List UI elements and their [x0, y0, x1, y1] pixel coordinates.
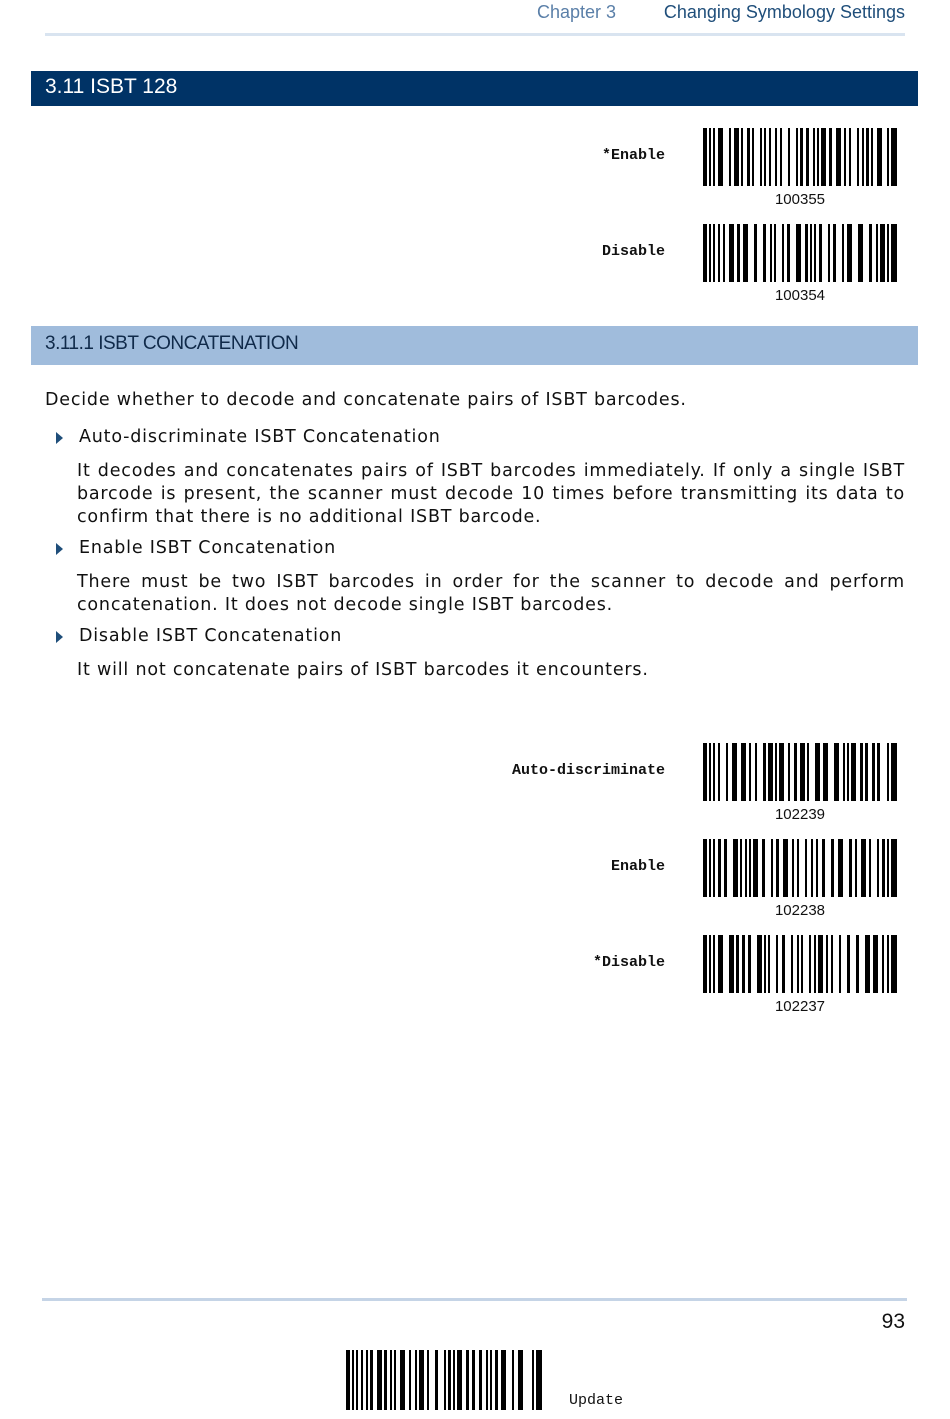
option-concat-enable-label: Enable — [610, 858, 665, 875]
item-disable-desc: It will not concatenate pairs of ISBT barcodes it encounters. — [77, 660, 649, 680]
update-label: Update — [569, 1392, 624, 1409]
subsection-title: 3.11.1 ISBT CONCATENATION — [45, 333, 299, 354]
barcode-concat-disable[interactable] — [703, 935, 897, 993]
bullet-arrow-icon — [53, 430, 65, 446]
barcode-auto[interactable] — [703, 743, 897, 801]
barcode-concat-enable-number: 102238 — [774, 902, 826, 919]
chapter-label: Chapter 3 — [537, 2, 617, 22]
page-number: 93 — [881, 1310, 905, 1333]
item-enable-desc: There must be two ISBT barcodes in order for the scanner to decode and perform concatenation. It does not decode single ISBT barcodes. — [77, 572, 905, 615]
subsection-heading-bar — [31, 326, 918, 365]
bullet-arrow-icon — [53, 541, 65, 557]
footer-divider — [42, 1298, 907, 1301]
barcode-auto-number: 102239 — [774, 806, 826, 823]
section-title: 3.11 ISBT 128 — [45, 75, 178, 98]
barcode-concat-disable-number: 102237 — [774, 998, 826, 1015]
barcode-update[interactable] — [346, 1350, 542, 1410]
item-auto-title: Auto-discriminate ISBT Concatenation — [79, 427, 441, 447]
item-auto-desc: It decodes and concatenates pairs of ISBT barcodes immediately. If only a single ISBT barcode is present, the scanner must decode 10 times before transmitting its data to confirm that there is no additional ISBT barcode. — [77, 461, 905, 527]
item-disable-title: Disable ISBT Concatenation — [79, 626, 343, 646]
barcode-enable[interactable] — [703, 128, 897, 186]
option-enable-label: *Enable — [601, 147, 665, 164]
item-enable-title: Enable ISBT Concatenation — [79, 538, 337, 558]
bullet-arrow-icon — [53, 629, 65, 645]
option-auto-label: Auto-discriminate — [511, 762, 665, 779]
intro-text: Decide whether to decode and concatenate pairs of ISBT barcodes. — [45, 390, 687, 410]
barcode-disable-number: 100354 — [774, 287, 826, 304]
option-concat-disable-label: *Disable — [592, 954, 665, 971]
header-divider — [45, 33, 905, 36]
barcode-concat-enable[interactable] — [703, 839, 897, 897]
barcode-enable-number: 100355 — [774, 191, 826, 208]
barcode-disable[interactable] — [703, 224, 897, 282]
section-heading-bar — [31, 71, 918, 106]
option-disable-label: Disable — [601, 243, 665, 260]
chapter-title: Changing Symbology Settings — [663, 2, 905, 22]
